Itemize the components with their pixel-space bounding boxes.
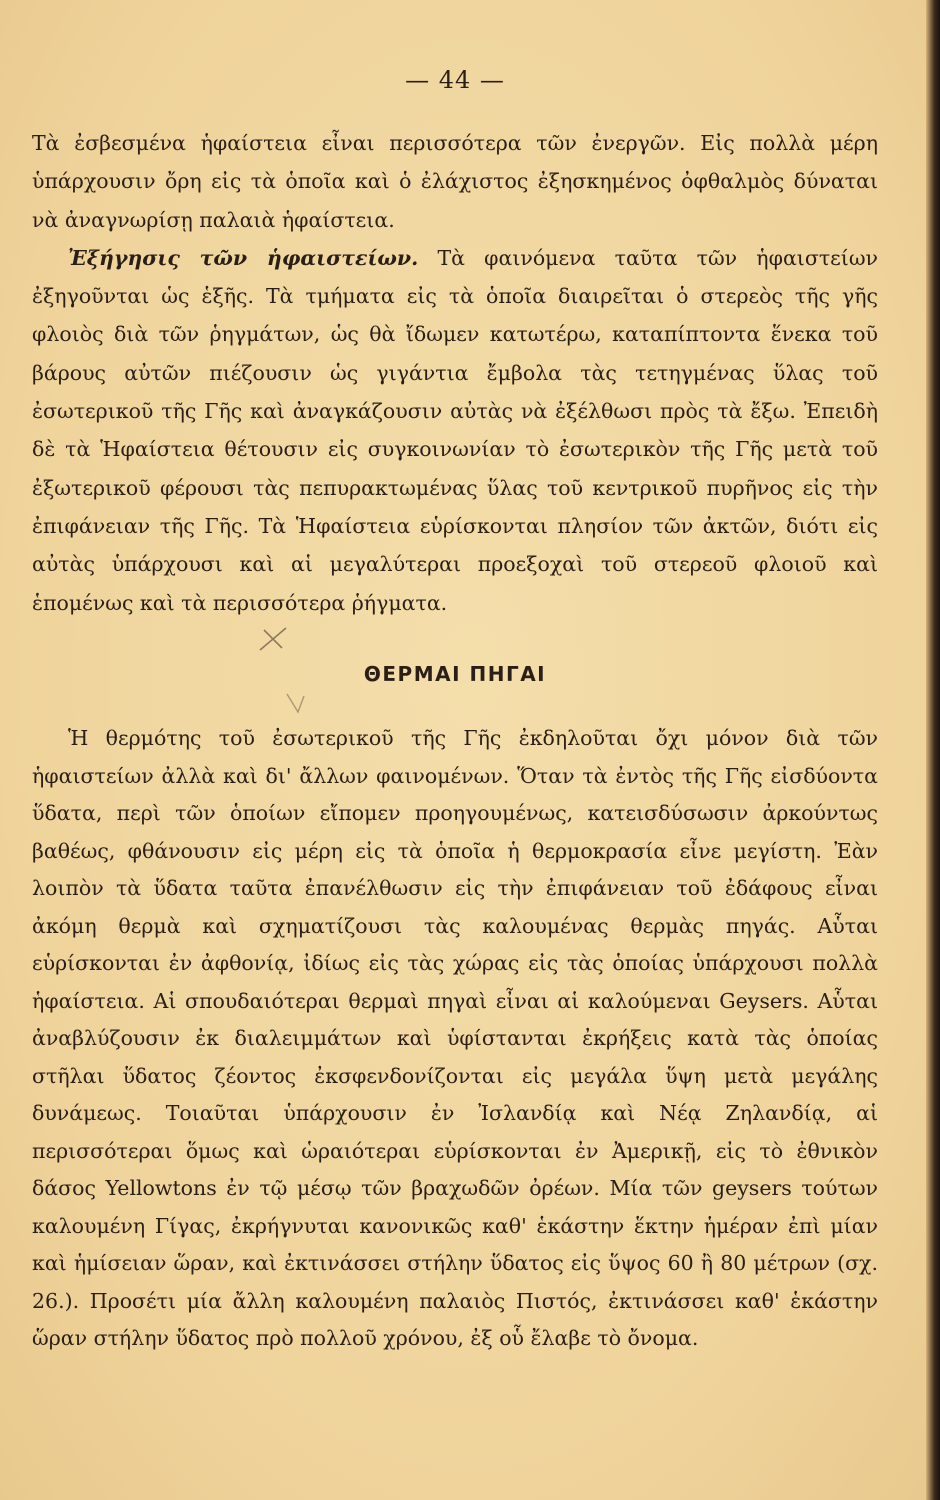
section-heading: ΘΕΡΜΑΙ ΠΗΓΑΙ	[363, 662, 547, 686]
paragraph-extinct-volcanoes: Τὰ ἐσβεσμένα ἡφαίστεια εἶναι περισσότερα τῶν ἐνεργῶν. Εἰς πολλὰ μέρη ὑπάρχουσιν ὄρη εἰς τὰ ὁποῖα καὶ ὁ ἐλάχιστος ἐξησκημένος ὀφθαλμὸς δύναται νὰ ἀναγνωρίσῃ παλαιὰ ἡφαίστεια.	[32, 131, 878, 232]
pencil-mark-x	[256, 620, 292, 656]
page-edge-shadow	[926, 0, 940, 1500]
paragraph-hot-springs: Ἡ θερμότης τοῦ ἐσωτερικοῦ τῆς Γῆς ἐκδηλοῦται ὄχι μόνον διὰ τῶν ἡφαιστείων ἀλλὰ καὶ δι' ἄλλων φαινομένων. Ὅταν τὰ ἐντὸς τῆς Γῆς εἰσδύοντα ὕδατα, περὶ τῶν ὁποίων εἴπομεν προηγουμένως, κατεισδύσωσιν ἀρκούντως βαθέως, φθάνουσιν εἰς μέρη εἰς τὰ ὁποῖα ἡ θερμοκρασία εἶνε μεγίστη. Ἐὰν λοιπὸν τὰ ὕδατα ταῦτα ἐπανέλθωσιν εἰς τὴν ἐπιφάνειαν τοῦ ἐδάφους εἶναι ἀκόμη θερμὰ καὶ σχηματίζουσι τὰς καλουμένας θερμὰς πηγάς. Αὗται εὑρίσκονται ἐν ἀφθονίᾳ, ἰδίως εἰς τὰς χώρας εἰς τὰς ὁποίας ὑπάρχουσι πολλὰ ἡφαίστεια. Αἱ σπουδαιότεραι θερμαὶ πηγαὶ εἶναι αἱ καλούμεναι Geysers. Αὗται ἀναβλύζουσιν ἐκ διαλειμμάτων καὶ ὑφίστανται ἐκρήξεις κατὰ τὰς ὁποίας στῆλαι ὕδατος ζέοντος ἐκσφενδονίζονται εἰς μεγάλα ὕψη μετὰ μεγάλης δυνάμεως. Τοιαῦται ὑπάρχουσιν ἐν Ἰσλανδίᾳ καὶ Νέᾳ Ζηλανδίᾳ, αἱ περισσότεραι ὅμως καὶ ὡραιότεραι εὑρίσκονται ἐν Ἀμερικῇ, εἰς τὸ ἐθνικὸν δάσος Yellowtons ἐν τῷ μέσῳ τῶν βραχωδῶν ὀρέων. Μία τῶν geysers τούτων καλουμένη Γίγας, ἐκρήγνυται κανονικῶς καθ' ἑκάστην ἕκτην ἡμέραν ἐπὶ μίαν καὶ ἡμίσειαν ὥραν, καὶ ἐκτινάσσει στήλην ὕδατος εἰς ὕψος 60 ἢ 80 μέτρων (σχ. 26.). Προσέτι μία ἄλλη καλουμένη παλαιὸς Πιστός, ἐκτινάσσει καθ' ἑκάστην ὥραν στήλην ὕδατος πρὸ πολλοῦ χρόνου, ἐξ οὗ ἔλαβε τὸ ὄνομα.	[32, 726, 878, 1350]
page-number: — 44 —	[405, 66, 505, 94]
paragraph-volcano-explanation	[32, 239, 878, 622]
pencil-mark-tick	[284, 690, 308, 716]
text-section-volcanoes	[32, 124, 878, 622]
text-section-hot-springs	[32, 720, 878, 1358]
paragraph-volcano-explanation-text: Τὰ φαινόμενα ταῦτα τῶν ἡφαιστείων ἐξηγοῦνται ὡς ἑξῆς. Τὰ τμήματα εἰς τὰ ὁποῖα διαιρεῖται ὁ στερεὸς τῆς γῆς φλοιὸς διὰ τῶν ῥηγμάτων, ὡς θὰ ἴδωμεν κατωτέρω, καταπίπτοντα ἕνεκα τοῦ βάρους αὐτῶν πιέζουσιν ὡς γιγάντια ἔμβολα τὰς τετηγμένας ὕλας τοῦ ἐσωτερικοῦ τῆς Γῆς καὶ ἀναγκάζουσιν αὐτὰς νὰ ἐξέλθωσι πρὸς τὰ ἔξω. Ἐπειδὴ δὲ τὰ Ἡφαίστεια θέτουσιν εἰς συγκοινωνίαν τὸ ἐσωτερικὸν τῆς Γῆς μετὰ τοῦ ἐξωτερικοῦ φέρουσι τὰς πεπυρακτωμένας ὕλας τοῦ κεντρικοῦ πυρῆνος εἰς τὴν ἐπιφάνειαν τῆς Γῆς. Τὰ Ἡφαίστεια εὑρίσκονται πλησίον τῶν ἀκτῶν, διότι εἰς αὐτὰς ὑπάρχουσι καὶ αἱ μεγαλύτεραι προεξοχαὶ τοῦ στερεοῦ φλοιοῦ καὶ ἑπομένως καὶ τὰ περισσότερα ῥήγματα.	[32, 245, 878, 615]
lead-phrase: Ἐξήγησις τῶν ἡφαιστείων.	[68, 245, 419, 270]
